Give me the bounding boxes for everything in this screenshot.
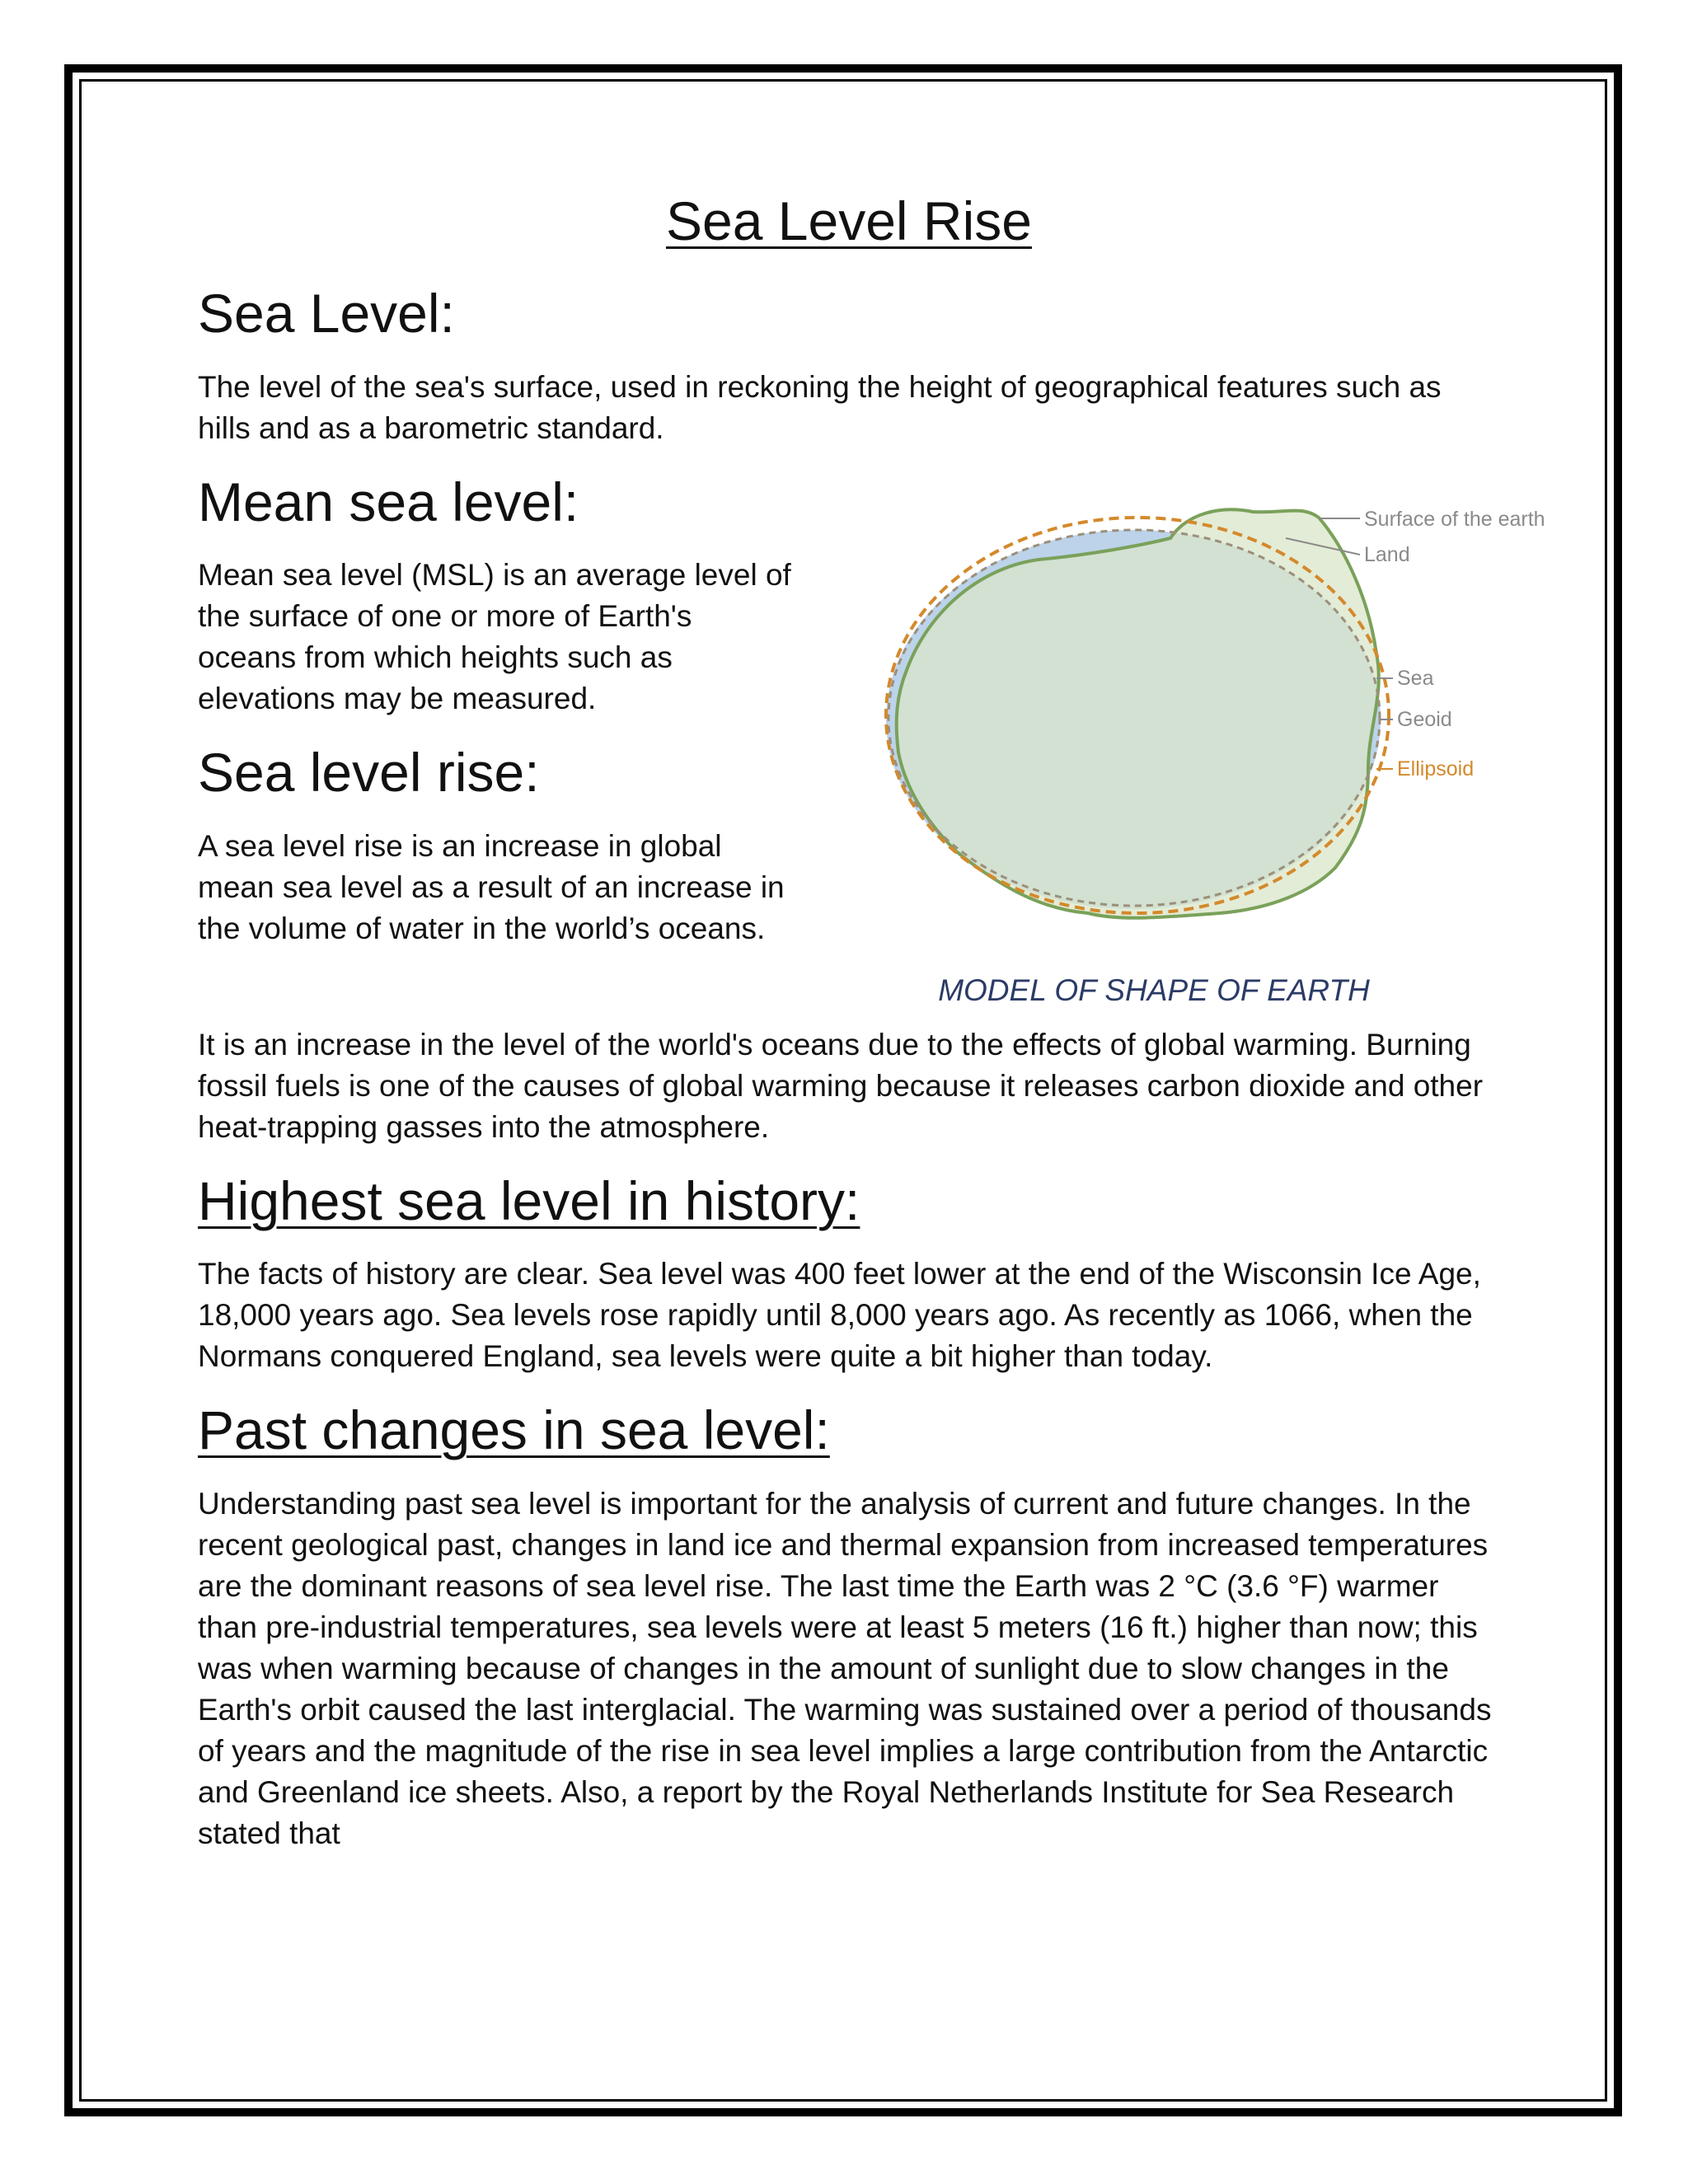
page-title: Sea Level Rise — [666, 190, 1032, 251]
paragraph-past-changes: Understanding past sea level is important for the analysis of current and future changes. In the recent geological past, changes in land ice and thermal expansion from increased temperatures are the dominant reasons of sea level rise. The last time the Earth was 2 °C (3.6 °F) warmer than pre-industrial temperatures, sea levels were at least 5 meters (16 ft.) higher than now; this was when warming because of changes in the amount of sunlight due to slow changes in the Earth's orbit caused the last interglacial. The warming was sustained over a period of thousands of years and the magnitude of the rise in sea level implies a large contribution from the Antarctic and Greenland ice sheets. Also, a report by the Royal Netherlands Institute for Sea Research stated that — [198, 1486, 1492, 1850]
figure-caption: MODEL OF SHAPE OF EARTH — [938, 972, 1370, 1007]
heading-sea-level-rise: Sea level rise: — [198, 742, 540, 804]
heading-mean-sea-level: Mean sea level: — [198, 471, 579, 532]
label-geoid: Geoid — [1397, 707, 1452, 731]
paragraph-global-warming: It is an increase in the level of the world's oceans due to the effects of global warming. Burning fossil fuels is one of the causes of global warming because it releases carbon dioxide and other heat-trapping gasses into the atmosphere. — [198, 1027, 1484, 1144]
earth-shape-diagram — [874, 480, 1545, 975]
paragraph-mean-sea-level: Mean sea level (MSL) is an average level of the surface of one or more of Earth's oceans from which heights such as elevations may be measured. — [198, 558, 791, 716]
heading-sea-level: Sea Level: — [198, 283, 455, 344]
paragraph-sea-level: The level of the sea's surface, used in reckoning the height of geographical features such as hills and as a barometric standard. — [198, 369, 1442, 445]
label-sea: Sea — [1397, 666, 1434, 690]
document-body — [198, 190, 1545, 1877]
heading-past-changes: Past changes in sea level: — [198, 1399, 830, 1461]
mean-sea-level-section — [198, 471, 1545, 1024]
paragraph-highest-sea-level: The facts of history are clear. Sea level was 400 feet lower at the end of the Wisconsin Ice Age, 18,000 years ago. Sea levels rose rapidly until 8,000 years ago. As recently as 1066, when the Normans conquered England, sea levels were quite a bit higher than today. — [198, 1257, 1481, 1374]
label-land: Land — [1364, 542, 1410, 566]
left-column — [198, 472, 791, 949]
label-ellipsoid: Ellipsoid — [1397, 757, 1475, 780]
earth-shape-figure — [874, 480, 1545, 1024]
label-surface: Surface of the earth — [1364, 507, 1545, 531]
heading-highest-sea-level: Highest sea level in history: — [198, 1169, 860, 1231]
paragraph-sea-level-rise: A sea level rise is an increase in global mean sea level as a result of an increase in the volume of water in the world’s oceans. — [198, 828, 785, 945]
